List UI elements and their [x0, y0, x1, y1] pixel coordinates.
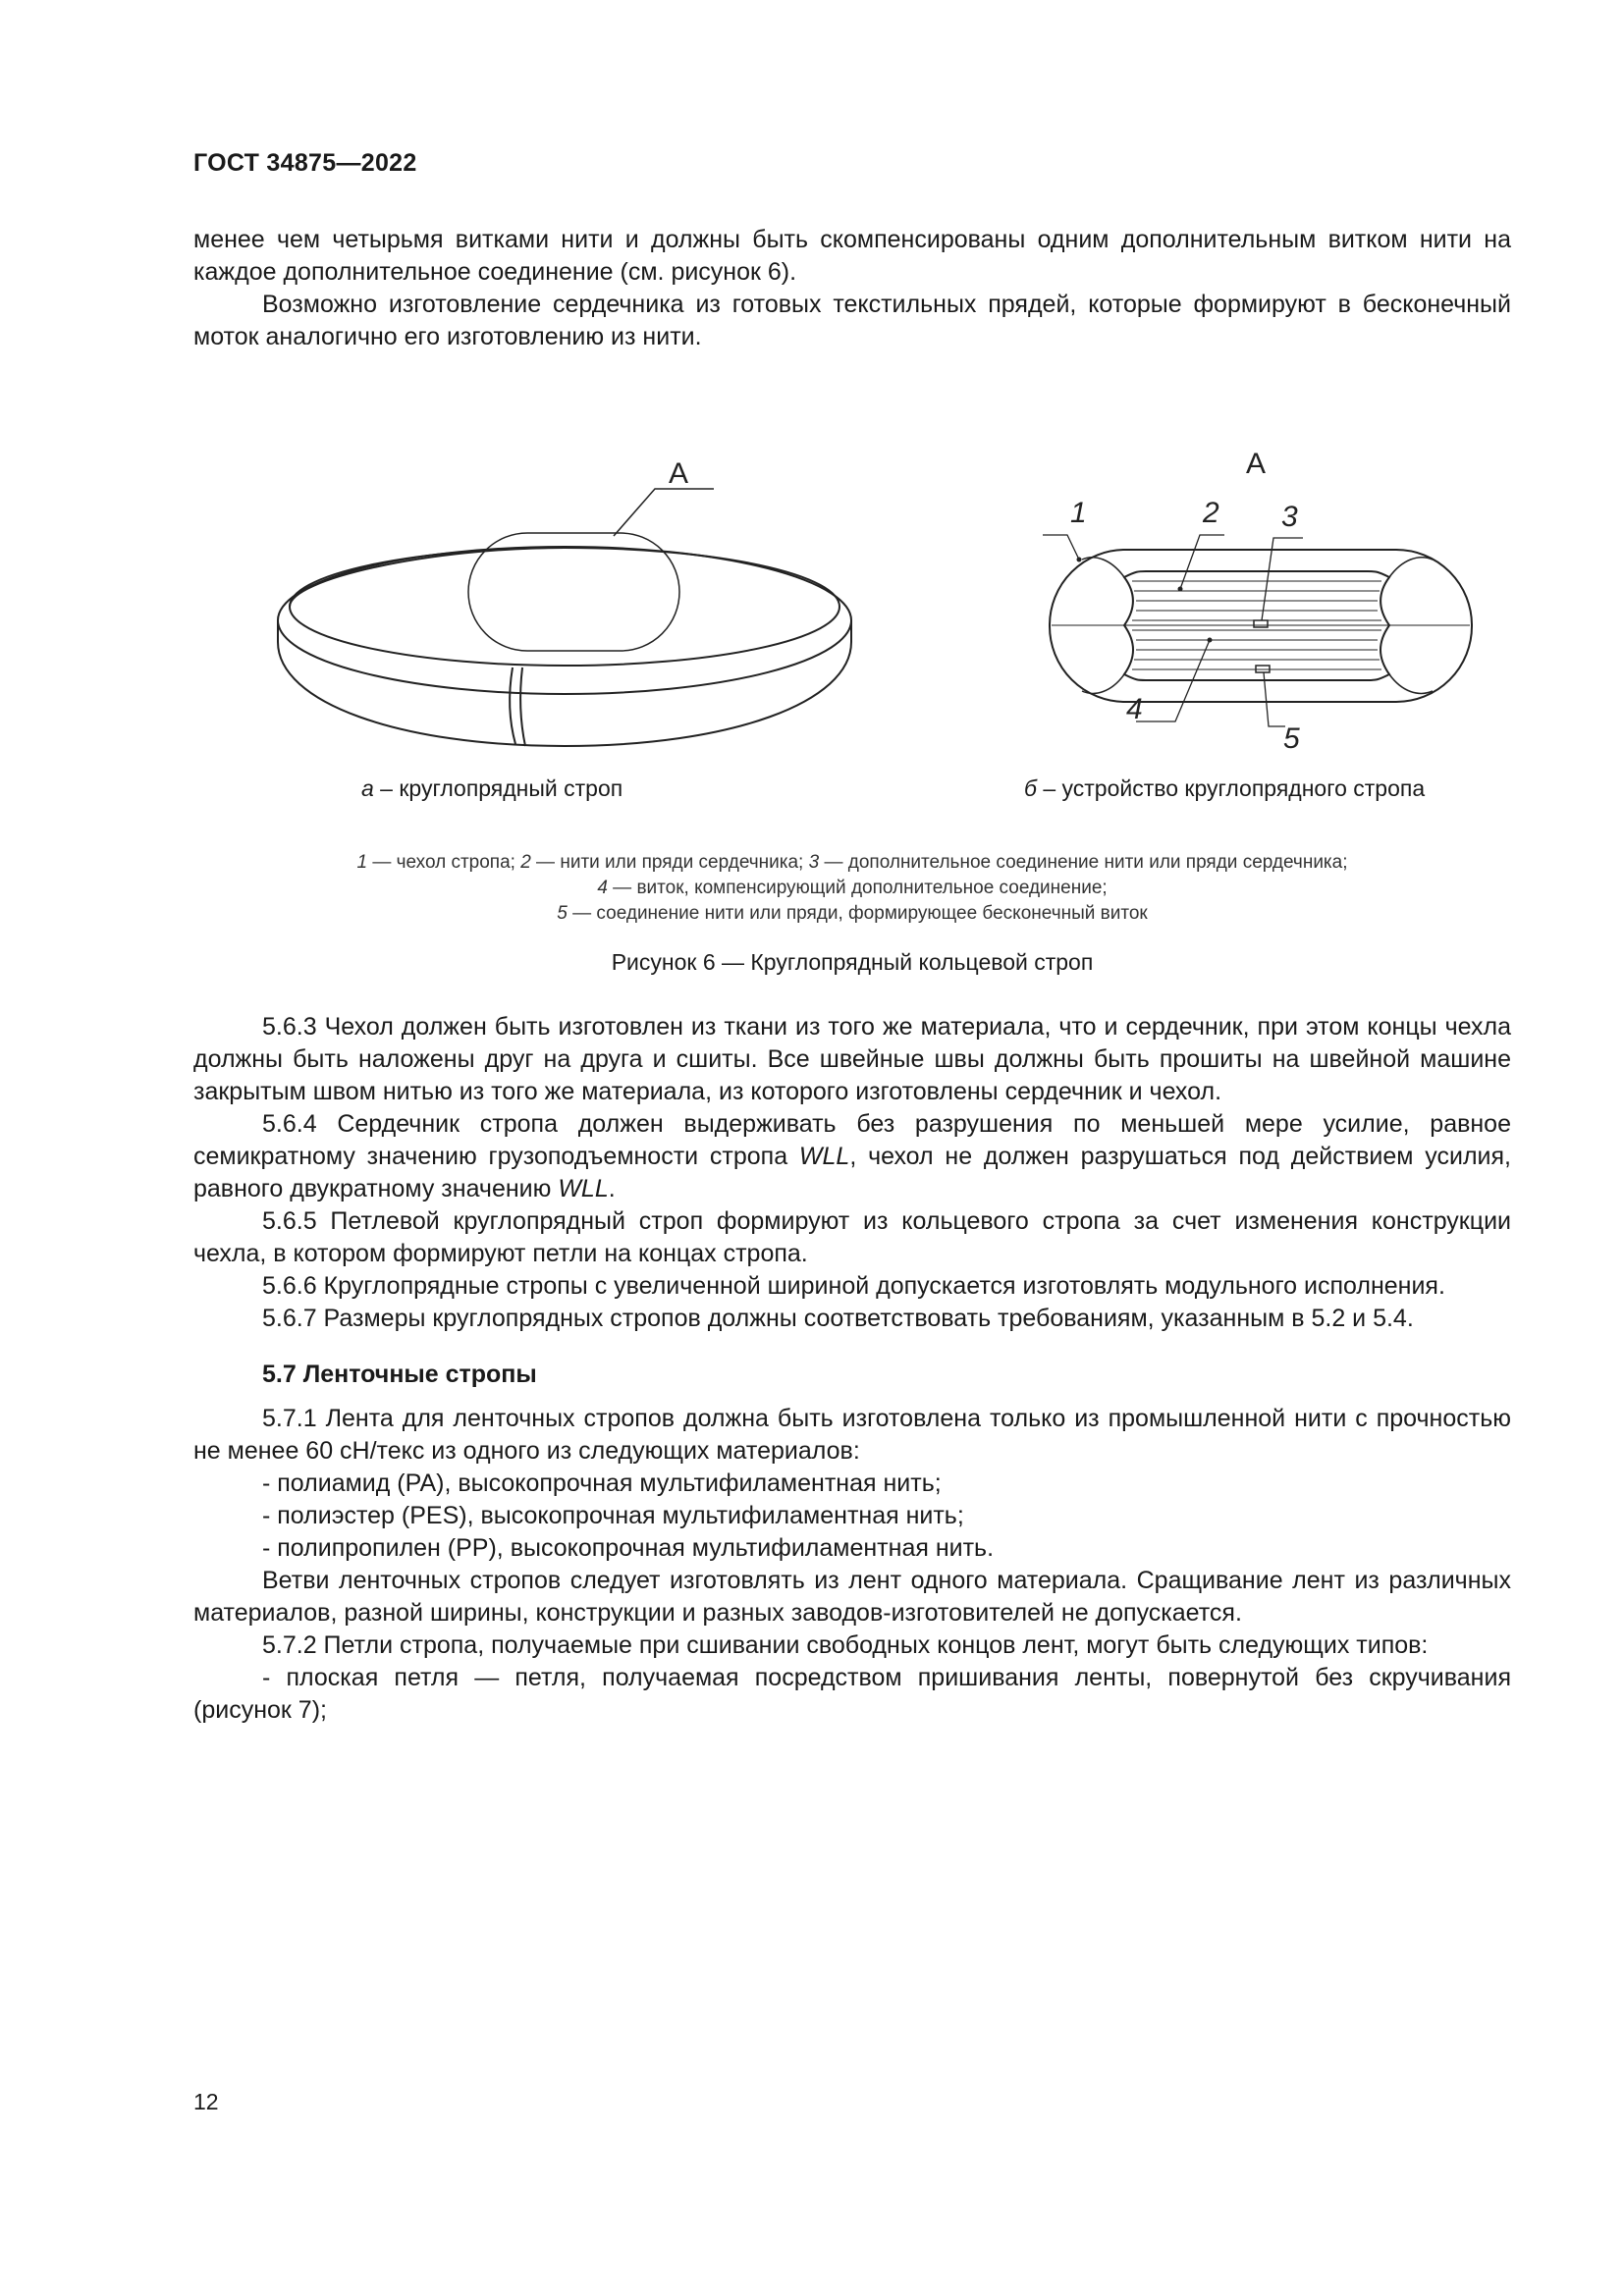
material-list-item: - полиэстер (PES), высокопрочная мультифиламентная нить;	[262, 1502, 964, 1529]
figure-legend: 1 — чехол стропа; 2 — нити или пряди сердечника; 3 — дополнительное соединение нити или пряди сердечника; 4 — виток, компенсирующий дополнительное соединение; 5 — соединение нити или пряди, формирующее бесконечный виток	[356, 852, 1348, 924]
body-text	[193, 1011, 1511, 1727]
intro-text	[193, 224, 1511, 353]
document-code-header: ГОСТ 34875—2022	[193, 149, 417, 177]
callout-4: 4	[1126, 693, 1143, 725]
figure-title: Рисунок 6 — Круглопрядный кольцевой строп	[611, 949, 1094, 975]
detail-label-right: А	[1246, 448, 1267, 480]
callout-3: 3	[1281, 501, 1298, 533]
ring-sling-illustration	[278, 489, 851, 746]
paragraph-5-7-1: 5.7.1 Лента для ленточных стропов должна быть изготовлена только из промышленной нити с прочностью не менее 60 сН/текс из одного из следующих материалов:	[193, 1405, 1511, 1465]
callout-2: 2	[1203, 497, 1219, 529]
paragraph-5-7-1-continued: Ветви ленточных стропов следует изготовлять из лент одного материала. Сращивание лент из различных материалов, разной ширины, конструкции и разных заводов-изготовителей не допускается.	[193, 1567, 1511, 1627]
paragraph-5-6-4: 5.6.4 Сердечник стропа должен выдерживать без разрушения по меньшей мере усилие, равное семикратному значению грузоподъемности стропа WLL, чехол не должен разрушаться под действием усилия, равного двукратному значению WLL.	[193, 1110, 1511, 1202]
loop-type-item: - плоская петля — петля, получаемая посредством пришивания ленты, повернутой без скручивания (рисунок 7);	[193, 1664, 1511, 1724]
intro-paragraph-1: менее чем четырьмя витками нити и должны быть скомпенсированы одним дополнительным витком нити на каждое дополнительное соединение (см. рисунок 6).	[193, 226, 1511, 286]
paragraph-5-6-7: 5.6.7 Размеры круглопрядных стропов должны соответствовать требованиям, указанным в 5.2 и 5.4.	[262, 1305, 1414, 1332]
intro-paragraph-2: Возможно изготовление сердечника из готовых текстильных прядей, которые формируют в бесконечный моток аналогично его изготовлению из нити.	[193, 291, 1511, 350]
callout-5: 5	[1283, 722, 1300, 755]
paragraph-5-7-2: 5.7.2 Петли стропа, получаемые при сшивании свободных концов лент, могут быть следующих типов:	[262, 1631, 1429, 1659]
section-heading-5-7: 5.7 Ленточные стропы	[262, 1361, 537, 1388]
caption-b: б – устройство круглопрядного стропа	[1024, 775, 1426, 801]
figure-6-drawing	[193, 432, 1511, 805]
caption-a: а – круглопрядный строп	[361, 775, 623, 801]
paragraph-5-6-5: 5.6.5 Петлевой круглопрядный строп формируют из кольцевого стропа за счет изменения конструкции чехла, в котором формируют петли на концах стропа.	[193, 1207, 1511, 1267]
paragraph-5-6-3: 5.6.3 Чехол должен быть изготовлен из ткани из того же материала, что и сердечник, при этом концы чехла должны быть наложены друг на друга и сшиты. Все швейные швы должны быть прошиты на швейной машине закрытым швом нитью из того же материала, из которого изготовлены сердечник и чехол.	[193, 1013, 1511, 1105]
page-number: 12	[193, 2089, 219, 2114]
paragraph-5-6-6: 5.6.6 Круглопрядные стропы с увеличенной шириной допускается изготовлять модульного исполнения.	[262, 1272, 1445, 1300]
material-list-item: - полиамид (PA), высокопрочная мультифиламентная нить;	[262, 1469, 942, 1497]
material-list-item: - полипропилен (PP), высокопрочная мультифиламентная нить.	[262, 1534, 995, 1562]
sling-detail-illustration	[1043, 535, 1472, 726]
detail-label-left: А	[669, 457, 689, 490]
callout-1: 1	[1070, 497, 1087, 529]
